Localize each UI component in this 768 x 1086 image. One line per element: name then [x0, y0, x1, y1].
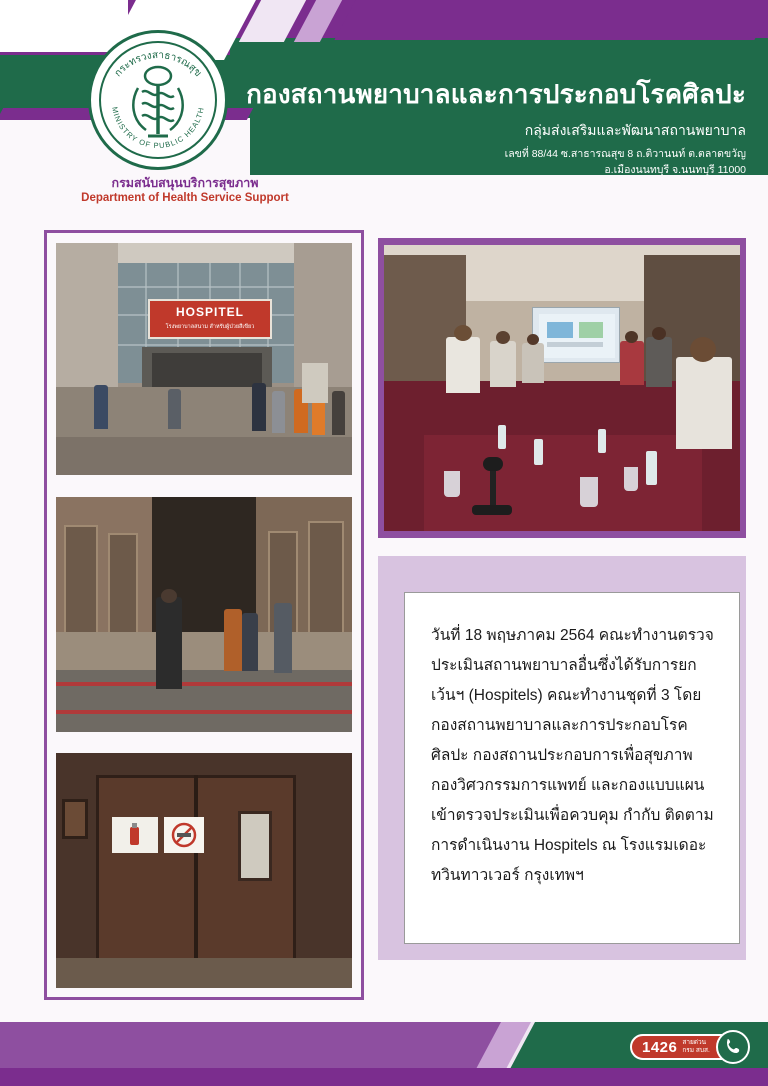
fire-extinguisher-icon: [118, 821, 152, 849]
photo-fire-door: [56, 753, 352, 988]
address-line-2: อ.เมืองนนทบุรี จ.นนทบุรี 11000: [604, 164, 746, 175]
photo-meeting-room: [384, 245, 740, 531]
hospitel-banner-subtext: โรงพยาบาลสนาม สำหรับผู้ป่วยสีเขียว: [165, 324, 255, 330]
phone-icon: [716, 1030, 750, 1064]
department-name: [60, 176, 310, 205]
photo-hospitel-entrance: [56, 243, 352, 475]
address-line-1: เลขที่ 88/44 ซ.สาธารณสุข 8 ถ.ติวานนท์ ต.ตลาดขวัญ: [504, 148, 746, 160]
ministry-logo: [88, 30, 230, 172]
phone-glyph-icon: [718, 1032, 748, 1062]
microphone-icon: [490, 465, 496, 509]
no-smoking-icon: [168, 821, 200, 849]
hotline-label-line1: สายด่วน: [682, 1039, 707, 1046]
page-subtitle: กลุ่มส่งเสริมและพัฒนาสถานพยาบาล: [524, 122, 746, 138]
hospitel-banner: [148, 299, 272, 339]
page-title: กองสถานพยาบาลและการประกอบโรคศิลปะ: [246, 79, 746, 109]
svg-text:MINISTRY OF PUBLIC HEALTH: MINISTRY OF PUBLIC HEALTH: [110, 106, 206, 151]
projector-screen: [532, 307, 620, 363]
header-purple-diagonal: [334, 0, 768, 40]
department-name-th: กรมสนับสนุนบริการสุขภาพ: [111, 176, 259, 190]
caduceus-icon: [122, 58, 194, 142]
hotline-label: [682, 1039, 709, 1055]
hospitel-banner-text: HOSPITEL: [175, 305, 244, 319]
svg-text:กระทรวงสาธารณสุข: กระทรวงสาธารณสุข: [112, 49, 204, 80]
footer-bottom-bar: [0, 1068, 768, 1086]
hotline-number: 1426: [642, 1038, 678, 1056]
photo-elevator-corridor: [56, 497, 352, 732]
description-card: [404, 592, 740, 944]
department-name-en: Department of Health Service Support: [81, 192, 289, 204]
hotline-label-line2: กรม สบส.: [682, 1047, 710, 1054]
description-text: วันที่ 18 พฤษภาคม 2564 คณะทำงานตรวจประเมินสถานพยาบาลอื่นซึ่งได้รับการยกเว้นฯ (Hospitels) คณะทำงานชุดที่ 3 โดยกองสถานพยาบาลและการประกอบโรคศิลปะ กองสถานประกอบการเพื่อสุขภาพ กองวิศวกรรมการแพทย์ และกองแบบแผน เข้าตรวจประเมินเพื่อควบคุม กำกับ ติดตาม การดำเนินงาน Hospitels ณ โรงแรมเดอะทวินทาวเวอร์ กรุงเทพฯ: [431, 627, 714, 884]
